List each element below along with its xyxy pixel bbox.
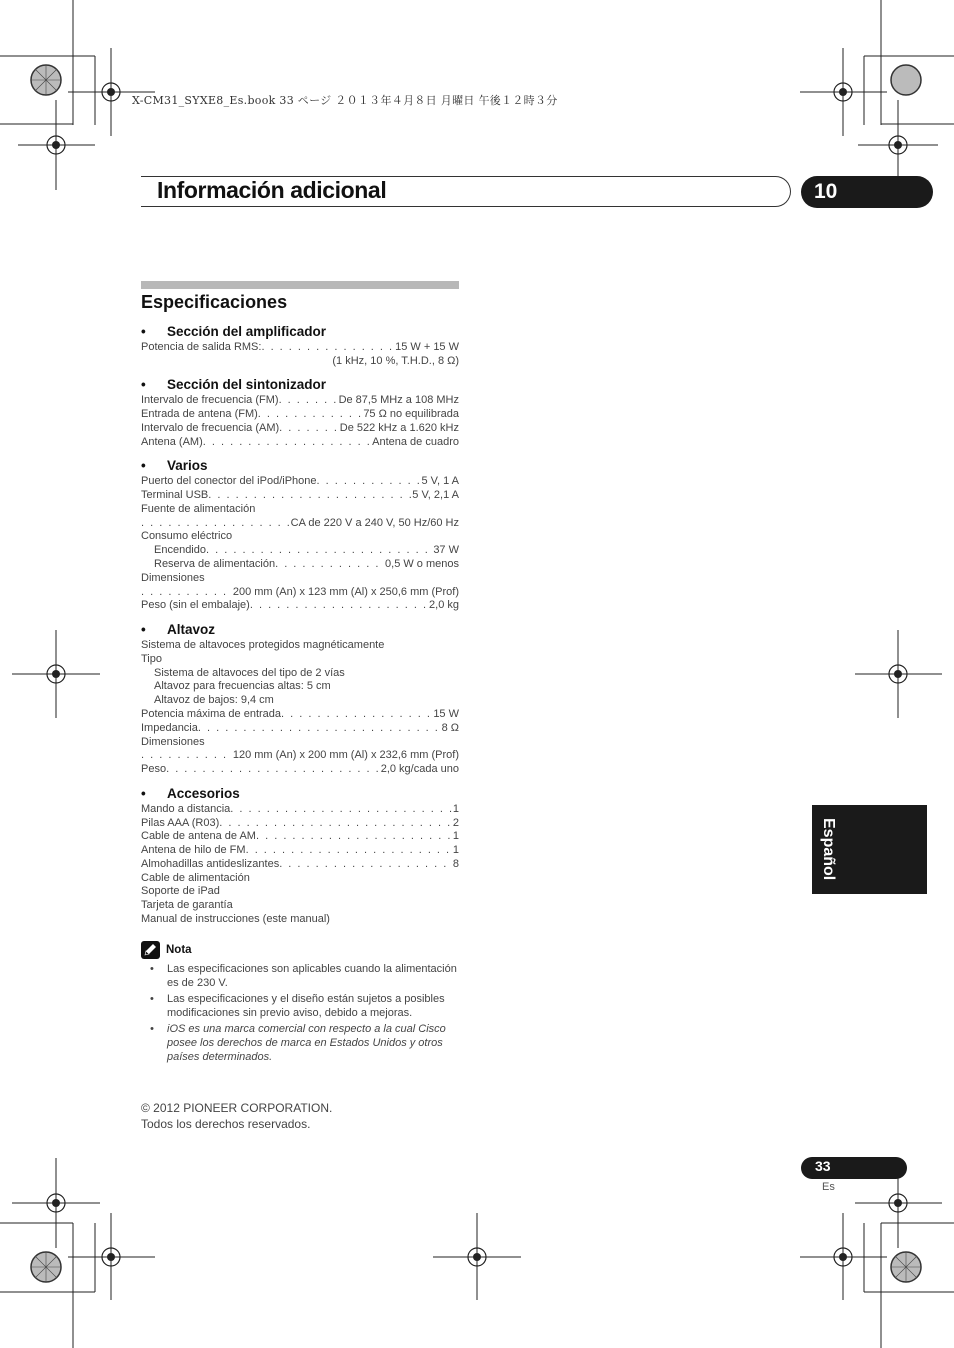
spec-row: Terminal USB . . . 5 V, 2,1 A <box>141 489 459 503</box>
copyright <box>141 1101 332 1132</box>
misc-heading: • Varios <box>141 458 208 474</box>
note-list <box>150 962 462 1066</box>
print-job-header: X-CM31_SYXE8_Es.book 33 ページ ２０１３年４月８日 月曜日 午後１２時３分 <box>132 94 558 107</box>
spec-row: Puerto del conector del iPod/iPhone . . . 5 V, 1 A <box>141 475 459 489</box>
tuner-heading: • Sección del sintonizador <box>141 377 327 393</box>
spec-row: Intervalo de frecuencia (AM) . . . De 522 kHz a 1.620 kHz <box>141 422 459 436</box>
spec-row: Reserva de alimentación . . . 0,5 W o menos <box>141 558 459 572</box>
spec-row: Potencia de salida RMS: . . . 15 W + 15 W <box>141 341 459 355</box>
accessory-item: Soporte de iPad <box>141 885 220 898</box>
spec-row: Peso . . . 2,0 kg/cada uno <box>141 763 459 777</box>
spec-label: Tipo <box>141 652 162 665</box>
note-label: Nota <box>166 944 192 956</box>
note-item: • iOS es una marca comercial con respecto a la cual Cisco posee los derechos de marca en Estados Unidos y otros países determinados. <box>150 1023 446 1063</box>
copyright-line: © 2012 PIONEER CORPORATION. <box>141 1101 333 1115</box>
chapter-number: 10 <box>814 180 838 203</box>
chapter-title: Información adicional <box>157 177 387 203</box>
spec-label: Dimensiones <box>141 735 205 748</box>
accessory-item: Tarjeta de garantía <box>141 899 233 912</box>
spec-line: Sistema de altavoces del tipo de 2 vías <box>154 666 345 679</box>
spec-label: Dimensiones <box>141 571 205 584</box>
spec-row: . . . CA de 220 V a 240 V, 50 Hz/60 Hz <box>141 517 459 531</box>
spec-line: Altavoz para frecuencias altas: 5 cm <box>154 680 331 693</box>
spec-label: Sistema de altavoces protegidos magnéticamente <box>141 638 385 651</box>
pencil-note-icon <box>141 941 160 959</box>
note-item: • Las especificaciones son aplicables cuando la alimentación es de 230 V. <box>150 963 457 989</box>
accessory-row: Almohadillas antideslizantes . . . 8 <box>141 858 459 872</box>
spec-row: Antena (AM) . . . Antena de cuadro <box>141 436 459 450</box>
page-number: 33 <box>815 1158 831 1174</box>
spec-row: Peso (sin el embalaje) . . . 2,0 kg <box>141 599 459 613</box>
spec-row: Impedancia . . . 8 Ω <box>141 722 459 736</box>
note-header <box>141 941 192 959</box>
accessory-row: Antena de hilo de FM . . . 1 <box>141 844 459 858</box>
spec-row: Intervalo de frecuencia (FM) . . . De 87,5 MHz a 108 MHz <box>141 394 459 408</box>
accessories-heading: • Accesorios <box>141 785 240 801</box>
accessory-row: Mando a distancia . . . 1 <box>141 803 459 817</box>
spec-row: Potencia máxima de entrada . . . 15 W <box>141 708 459 722</box>
accessory-row: Pilas AAA (R03) . . . 2 <box>141 817 459 831</box>
language-tab-label: Español <box>820 818 837 881</box>
note-item: • Las especificaciones y el diseño están sujetos a posibles modificaciones sin previo aviso, debido a mejoras. <box>150 993 445 1019</box>
section-rule <box>141 281 459 289</box>
accessory-row: Cable de antena de AM . . . 1 <box>141 830 459 844</box>
spec-row: . . . 120 mm (An) x 200 mm (Al) x 232,6 mm (Prof) <box>141 749 459 763</box>
speaker-heading: • Altavoz <box>141 622 216 638</box>
copyright-line: Todos los derechos reservados. <box>141 1116 311 1131</box>
spec-subnote: (1 kHz, 10 %, T.H.D., 8 Ω) <box>332 354 459 367</box>
section-title: Especificaciones <box>141 292 288 312</box>
accessory-item: Manual de instrucciones (este manual) <box>141 913 330 926</box>
spec-row: Entrada de antena (FM) . . . 75 Ω no equilibrada <box>141 408 459 422</box>
spec-line: Altavoz de bajos: 9,4 cm <box>154 694 274 707</box>
spec-row: Encendido . . . 37 W <box>141 544 459 558</box>
page-language-code: Es <box>822 1181 835 1193</box>
spec-label: Fuente de alimentación <box>141 502 256 515</box>
accessory-item: Cable de alimentación <box>141 871 250 884</box>
spec-row: . . . 200 mm (An) x 123 mm (Al) x 250,6 mm (Prof) <box>141 586 459 600</box>
amplifier-heading: • Sección del amplificador <box>141 324 327 339</box>
spec-label: Consumo eléctrico <box>141 530 233 543</box>
specifications-column <box>141 325 459 927</box>
